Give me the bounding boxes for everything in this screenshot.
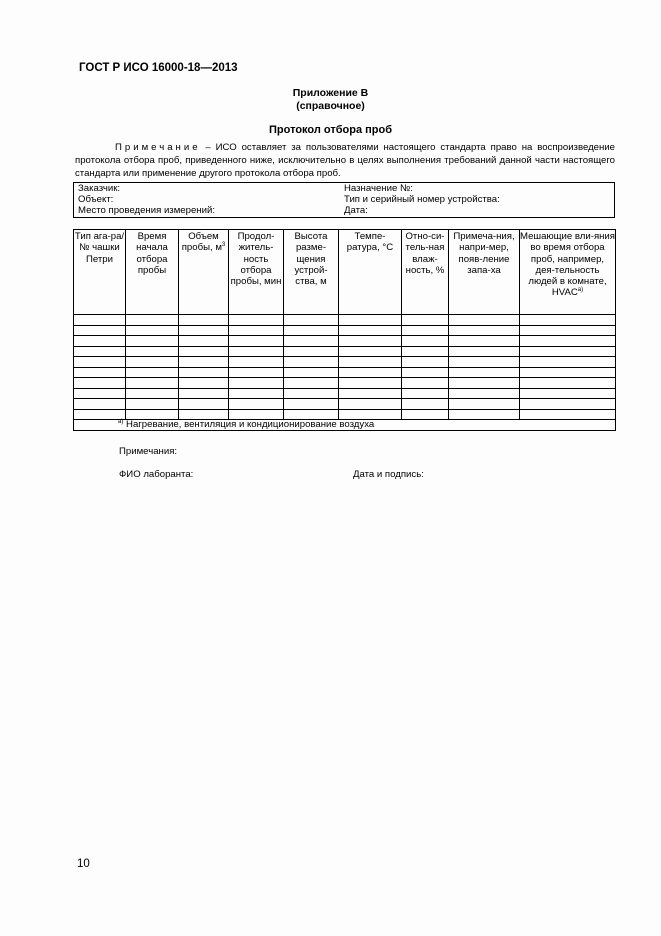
table-cell bbox=[402, 409, 449, 420]
table-cell bbox=[284, 399, 339, 410]
table-cell bbox=[74, 357, 126, 368]
table-cell bbox=[449, 367, 520, 378]
customer-label: Заказчик: bbox=[78, 183, 121, 194]
table-cell bbox=[449, 388, 520, 399]
table-cell bbox=[339, 378, 402, 389]
table-cell bbox=[229, 378, 284, 389]
table-footnote-row bbox=[74, 420, 616, 431]
table-cell bbox=[126, 409, 179, 420]
table-cell bbox=[126, 346, 179, 357]
table-cell bbox=[179, 409, 229, 420]
standard-title: ГОСТ Р ИСО 16000-18—2013 bbox=[79, 62, 238, 74]
table-header-row bbox=[74, 230, 616, 315]
table-cell bbox=[179, 399, 229, 410]
col-header-remarks: Примеча-ния, напри-мер, появ-ление запа-ха bbox=[449, 230, 520, 315]
table-cell bbox=[449, 325, 520, 336]
table-cell bbox=[402, 325, 449, 336]
object-label: Объект: bbox=[78, 194, 114, 205]
col-header-agar: Тип ага-ра/ № чашки Петри bbox=[74, 230, 126, 315]
device-label: Тип и серийный номер устройства: bbox=[344, 194, 500, 205]
table-cell bbox=[126, 336, 179, 347]
table-cell bbox=[179, 378, 229, 389]
table-cell bbox=[449, 399, 520, 410]
table-cell bbox=[402, 388, 449, 399]
table-cell bbox=[229, 409, 284, 420]
table-cell bbox=[229, 336, 284, 347]
location-label: Место проведения измерений: bbox=[78, 205, 215, 216]
remarks-label: Примечания: bbox=[119, 446, 178, 457]
table-cell bbox=[179, 367, 229, 378]
col-header-humidity: Отно-си-тель-ная влаж-ность, % bbox=[402, 230, 449, 315]
table-cell bbox=[179, 346, 229, 357]
table-cell bbox=[520, 409, 616, 420]
table-cell bbox=[74, 378, 126, 389]
table-cell bbox=[449, 357, 520, 368]
table-cell bbox=[402, 378, 449, 389]
table-cell bbox=[284, 388, 339, 399]
table-cell bbox=[74, 399, 126, 410]
table-row bbox=[74, 325, 616, 336]
col-header-temperature: Темпе-ратура, °С bbox=[339, 230, 402, 315]
table-cell bbox=[284, 378, 339, 389]
table-cell bbox=[126, 367, 179, 378]
table-cell bbox=[339, 357, 402, 368]
table-cell bbox=[126, 388, 179, 399]
table-row bbox=[74, 357, 616, 368]
table-cell bbox=[179, 315, 229, 326]
table-row bbox=[74, 367, 616, 378]
table-cell bbox=[179, 336, 229, 347]
table-row bbox=[74, 346, 616, 357]
table-cell bbox=[74, 325, 126, 336]
table-cell bbox=[229, 346, 284, 357]
table-cell bbox=[449, 336, 520, 347]
table-row bbox=[74, 378, 616, 389]
table-cell bbox=[74, 367, 126, 378]
table-cell bbox=[74, 388, 126, 399]
table-cell bbox=[229, 367, 284, 378]
table-cell bbox=[449, 315, 520, 326]
table-cell bbox=[520, 336, 616, 347]
appendix-title: Приложение В bbox=[292, 87, 369, 99]
note-text: – ИСО оставляет за пользователями настоящего стандарта право на воспроизведение протокола отбора проб, приведенного ниже, исключительно в целях выполнения требований данной части настоящего стандарта или применение другого протокола отбора проб. bbox=[75, 142, 615, 179]
table-cell bbox=[520, 388, 616, 399]
table-cell bbox=[339, 409, 402, 420]
table-cell bbox=[402, 399, 449, 410]
lab-name-label: ФИО лаборанта: bbox=[119, 469, 194, 480]
table-cell bbox=[126, 378, 179, 389]
page-number: 10 bbox=[77, 858, 90, 870]
table-cell bbox=[179, 388, 229, 399]
table-cell bbox=[520, 346, 616, 357]
table-cell bbox=[520, 315, 616, 326]
table-cell bbox=[339, 336, 402, 347]
protocol-title: Протокол отбора проб bbox=[269, 124, 392, 136]
table-row bbox=[74, 315, 616, 326]
col-header-volume: Объем пробы, $м^3$ bbox=[179, 230, 229, 315]
table-cell bbox=[284, 315, 339, 326]
table-cell bbox=[229, 388, 284, 399]
table-cell bbox=[229, 357, 284, 368]
table-cell bbox=[402, 357, 449, 368]
table-cell bbox=[126, 357, 179, 368]
table-cell bbox=[339, 399, 402, 410]
purpose-label: Назначение №: bbox=[344, 183, 413, 194]
table-cell bbox=[339, 367, 402, 378]
note-paragraph bbox=[75, 141, 615, 180]
table-cell bbox=[229, 325, 284, 336]
date-sign-label: Дата и подпись: bbox=[353, 469, 424, 480]
table-cell bbox=[284, 409, 339, 420]
table-cell bbox=[229, 399, 284, 410]
table-cell bbox=[402, 346, 449, 357]
date-label: Дата: bbox=[344, 205, 368, 216]
table-cell bbox=[449, 378, 520, 389]
table-cell bbox=[520, 399, 616, 410]
table-cell bbox=[74, 346, 126, 357]
table-cell bbox=[402, 367, 449, 378]
table-cell bbox=[520, 367, 616, 378]
table-cell bbox=[74, 336, 126, 347]
table-row bbox=[74, 388, 616, 399]
table-cell bbox=[284, 336, 339, 347]
table-cell bbox=[339, 315, 402, 326]
sampling-protocol-table bbox=[73, 229, 616, 431]
table-cell bbox=[179, 357, 229, 368]
table-cell bbox=[449, 409, 520, 420]
table-cell bbox=[402, 336, 449, 347]
table-cell bbox=[449, 346, 520, 357]
table-cell bbox=[74, 315, 126, 326]
table-row bbox=[74, 399, 616, 410]
table-cell bbox=[402, 315, 449, 326]
table-cell bbox=[229, 315, 284, 326]
note-label: Примечание bbox=[115, 142, 201, 153]
table-cell bbox=[284, 367, 339, 378]
col-header-height: Высота разме-щения устрой-ства, м bbox=[284, 230, 339, 315]
table-cell bbox=[126, 399, 179, 410]
table-cell bbox=[520, 325, 616, 336]
info-box bbox=[73, 182, 615, 218]
table-cell bbox=[520, 378, 616, 389]
table-cell bbox=[284, 357, 339, 368]
table-cell bbox=[520, 357, 616, 368]
appendix-subtitle: (справочное) bbox=[296, 100, 365, 112]
col-header-interference: Мешающие вли-яния во время отбора проб, например, дея-тельность людей в комнате, $HVAC^{а)}$ bbox=[520, 230, 616, 315]
table-cell bbox=[339, 388, 402, 399]
table-cell bbox=[126, 325, 179, 336]
col-header-duration: Продол-житель-ность отбора пробы, мин bbox=[229, 230, 284, 315]
table-row bbox=[74, 336, 616, 347]
table-footnote: $^{а)}$ Нагревание, вентиляция и кондиционирование воздуха bbox=[74, 420, 616, 431]
table-cell bbox=[284, 325, 339, 336]
table-cell bbox=[74, 409, 126, 420]
table-cell bbox=[284, 346, 339, 357]
table-row bbox=[74, 409, 616, 420]
table-cell bbox=[179, 325, 229, 336]
table-cell bbox=[339, 325, 402, 336]
table-cell bbox=[126, 315, 179, 326]
table-cell bbox=[339, 346, 402, 357]
col-header-start-time: Время начала отбора пробы bbox=[126, 230, 179, 315]
